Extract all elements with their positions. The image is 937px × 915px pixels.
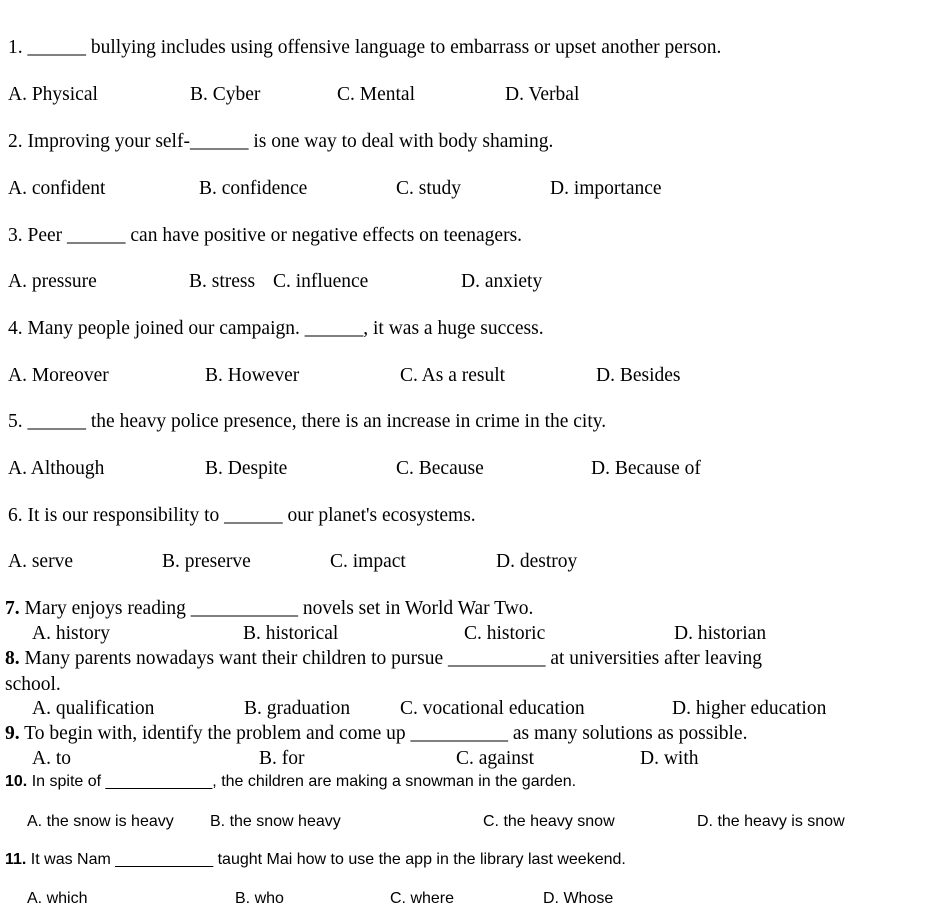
question-8-number: 8.: [5, 648, 20, 669]
option-5c: C. Because: [396, 458, 484, 479]
option-4c: C. As a result: [400, 365, 506, 386]
question-11: [5, 852, 626, 868]
option-1c: C. Mental: [337, 84, 415, 105]
option-6c: C. impact: [330, 551, 406, 572]
question-7-text: Mary enjoys reading ___________ novels set in World War Two.: [24, 598, 534, 619]
question-2: 2. Improving your self-______ is one way to deal with body shaming.: [8, 131, 554, 152]
option-11b: B. who: [235, 890, 284, 907]
option-1d: D. Verbal: [505, 84, 580, 105]
option-7d: D. historian: [674, 623, 767, 644]
option-7a: A. history: [32, 623, 110, 644]
question-8: [5, 649, 762, 669]
question-10: [5, 774, 576, 790]
option-4d: D. Besides: [596, 365, 681, 386]
option-8d: D. higher education: [672, 698, 827, 719]
question-8-continuation: school.: [5, 674, 61, 695]
option-1b: B. Cyber: [190, 84, 261, 105]
option-6a: A. serve: [8, 551, 73, 572]
option-10c: C. the heavy snow: [483, 813, 615, 830]
option-11c: C. where: [390, 890, 455, 907]
option-3d: D. anxiety: [461, 271, 543, 292]
option-5d: D. Because of: [591, 458, 701, 479]
option-3c: C. influence: [273, 271, 369, 292]
option-7c: C. historic: [464, 623, 546, 644]
question-10-text: In spite of ____________, the children are making a snowman in the garden.: [27, 773, 577, 790]
question-6: 6. It is our responsibility to ______ our planet's ecosystems.: [8, 505, 476, 526]
option-9d: D. with: [640, 748, 699, 769]
option-2c: C. study: [396, 178, 462, 199]
question-9: [5, 724, 747, 744]
question-9-text: To begin with, identify the problem and come up __________ as many solutions as possible.: [19, 723, 748, 744]
option-7b: B. historical: [243, 623, 339, 644]
question-8-text: Many parents nowadays want their children to pursue __________ at universities after leaving: [19, 648, 763, 669]
question-3: 3. Peer ______ can have positive or negative effects on teenagers.: [8, 225, 523, 246]
option-9c: C. against: [456, 748, 534, 769]
option-4a: A. Moreover: [8, 365, 109, 386]
question-7-number: 7.: [5, 598, 20, 619]
option-6d: D. destroy: [496, 551, 578, 572]
question-9-number: 9.: [5, 723, 20, 744]
option-10a: A. the snow is heavy: [27, 813, 174, 830]
question-10-number: 10.: [5, 773, 28, 790]
question-1: 1. ______ bullying includes using offensive language to embarrass or upset another person.: [8, 37, 722, 58]
option-2d: D. importance: [550, 178, 662, 199]
option-3b: B. stress: [189, 271, 256, 292]
question-7: [5, 599, 533, 619]
option-11d: D. Whose: [543, 890, 614, 907]
option-10d: D. the heavy is snow: [697, 813, 845, 830]
question-11-number: 11.: [5, 851, 27, 868]
option-5a: A. Although: [8, 458, 105, 479]
option-8a: A. qualification: [32, 698, 155, 719]
option-1a: A. Physical: [8, 84, 98, 105]
option-9b: B. for: [259, 748, 305, 769]
option-8b: B. graduation: [244, 698, 351, 719]
option-5b: B. Despite: [205, 458, 288, 479]
option-2b: B. confidence: [199, 178, 308, 199]
question-5: 5. ______ the heavy police presence, there is an increase in crime in the city.: [8, 411, 607, 432]
option-6b: B. preserve: [162, 551, 251, 572]
option-10b: B. the snow heavy: [210, 813, 341, 830]
option-2a: A. confident: [8, 178, 106, 199]
option-3a: A. pressure: [8, 271, 97, 292]
question-11-text: It was Nam ___________ taught Mai how to use the app in the library last weekend.: [26, 851, 626, 868]
option-9a: A. to: [32, 748, 71, 769]
option-11a: A. which: [27, 890, 88, 907]
option-8c: C. vocational education: [400, 698, 585, 719]
option-4b: B. However: [205, 365, 300, 386]
question-4: 4. Many people joined our campaign. ______, it was a huge success.: [8, 318, 544, 339]
